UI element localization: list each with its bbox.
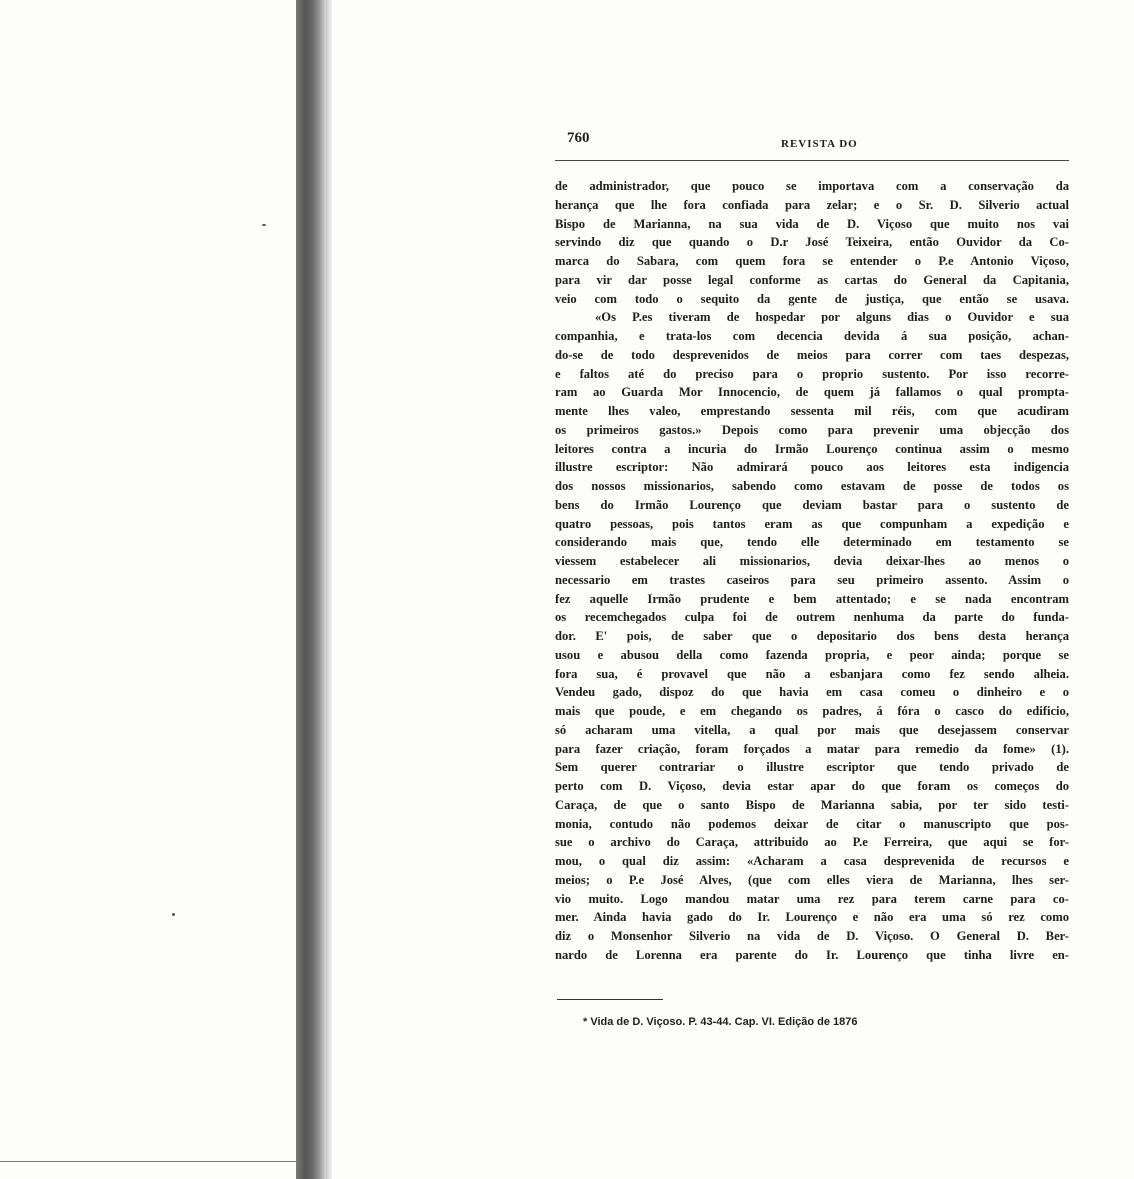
text-line: fora sua, é provavel que não a esbanjara como fez sendo alheia.: [555, 666, 1069, 681]
text-line: Sem querer contrariar o illustre escriptor que tendo privado de: [555, 760, 1069, 775]
text-line: mais que poude, e em chegando os padres, á fóra o casco do edificio,: [555, 704, 1069, 718]
text-line: meios; o P.e José Alves, (que com elles viera de Marianna, lhes ser-: [555, 872, 1069, 887]
text-line: usou e abusou della como fazenda propria, e peor ainda; porque se: [555, 647, 1069, 662]
text-line: os recemchegados culpa foi de outrem nenhuma da parte do funda-: [555, 610, 1069, 625]
scan-speck: [262, 224, 266, 226]
text-line: Caraça, de que o santo Bispo de Marianna sabia, por ter sido testi-: [555, 797, 1069, 812]
text-line: veio com todo o sequito da gente de justiça, que então se usava.: [555, 291, 1069, 306]
text-line: leitores contra a incuria do Irmão Lourenço continua assim o mesmo: [555, 441, 1069, 456]
text-line: diz o Monsenhor Silverio na vida de D. Viçoso. O General D. Ber-: [555, 929, 1069, 943]
text-line: companhia, e trata-los com decencia devida á sua posição, achan-: [555, 329, 1069, 343]
text-line: Vendeu gado, dispoz do que havia em casa comeu o dinheiro e o: [555, 685, 1069, 700]
text-line: dor. E' pois, de saber que o depositario dos bens desta herança: [555, 629, 1069, 643]
text-line: bens do Irmão Lourenço que deviam bastar para o sustento de: [555, 497, 1069, 512]
text-line: servindo diz que quando o D.r José Teixeira, então Ouvidor da Co-: [555, 235, 1069, 250]
text-line: para fazer criação, foram forçados a matar para remedio da fome» (1).: [555, 741, 1069, 756]
book-spine: [296, 0, 326, 1179]
text-line: mou, o qual diz assim: «Acharam a casa desprevenida de recursos e: [555, 854, 1069, 868]
text-line: vio muito. Logo mandou matar uma rez para terem carne para co-: [555, 891, 1069, 906]
text-line: viessem estabelecer ali missionarios, devia deixar-lhes ao menos o: [555, 554, 1069, 568]
text-line: considerando mais que, tendo elle determinado em testamento se: [555, 535, 1069, 550]
footnote: * Vida de D. Viçoso. P. 43-44. Cap. VI. Edição de 1876: [583, 1015, 858, 1028]
text-line: para vir dar posse legal conforme as cartas do General da Capitania,: [555, 272, 1069, 287]
text-line: dos nossos missionarios, sabendo como estavam de posse de todos os: [555, 479, 1069, 493]
scan-speck: [172, 913, 175, 916]
text-line: do-se de todo desprevenidos de meios para correr com taes despezas,: [555, 347, 1069, 362]
text-line: monia, contudo não podemos deixar de citar o manuscripto que pos-: [555, 816, 1069, 831]
text-line: nardo de Lorenna era parente do Ir. Lourenço que tinha livre en-: [555, 947, 1069, 962]
text-line: e faltos até do preciso para o proprio sustento. Por isso recorre-: [555, 366, 1069, 381]
footnote-rule: [557, 999, 663, 1000]
text-line: mer. Ainda havia gado do Ir. Lourenço e não era uma só rez como: [555, 910, 1069, 925]
body-text: [555, 177, 1069, 965]
text-line: mente lhes valeo, emprestando sessenta mil réis, com que acudiram: [555, 404, 1069, 418]
text-line: os primeiros gastos.» Depois como para prevenir uma objecção dos: [555, 422, 1069, 437]
spine-edge: [326, 0, 332, 1179]
text-line: sue o archivo do Caraça, attribuido ao P.e Ferreira, que aqui se for-: [555, 835, 1069, 850]
text-line: quatro pessoas, pois tantos eram as que compunham a expedição e: [555, 516, 1069, 531]
text-line: Bispo de Marianna, na sua vida de D. Viçoso que muito nos vai: [555, 216, 1069, 231]
book-page: [555, 126, 1069, 1028]
text-line: necessario em trastes caseiros para seu primeiro assento. Assim o: [555, 572, 1069, 587]
text-line: illustre escriptor: Não admirará pouco aos leitores esta indigencia: [555, 460, 1069, 475]
page-edge-line: [0, 1161, 300, 1162]
text-line: marca do Sabara, com quem fora se entender o P.e Antonio Viçoso,: [555, 254, 1069, 268]
text-line: de administrador, que pouco se importava com a conservação da: [555, 179, 1069, 193]
running-head: REVISTA DO: [781, 138, 858, 150]
text-line: fez aquelle Irmão prudente e bem attentado; e se nada encontram: [555, 591, 1069, 606]
page-number: 760: [567, 130, 590, 146]
text-line: só acharam uma vitella, a qual por mais que desejassem conservar: [555, 722, 1069, 737]
text-line: «Os P.es tiveram de hospedar por alguns dias o Ouvidor e sua: [595, 310, 1069, 325]
page-header: [555, 126, 1069, 161]
text-line: herança que lhe fora confiada para zelar; e o Sr. D. Silverio actual: [555, 197, 1069, 212]
text-line: ram ao Guarda Mor Innocencio, de quem já fallamos o qual prompta-: [555, 385, 1069, 400]
text-line: perto com D. Viçoso, devia estar apar do que foram os começos do: [555, 779, 1069, 793]
